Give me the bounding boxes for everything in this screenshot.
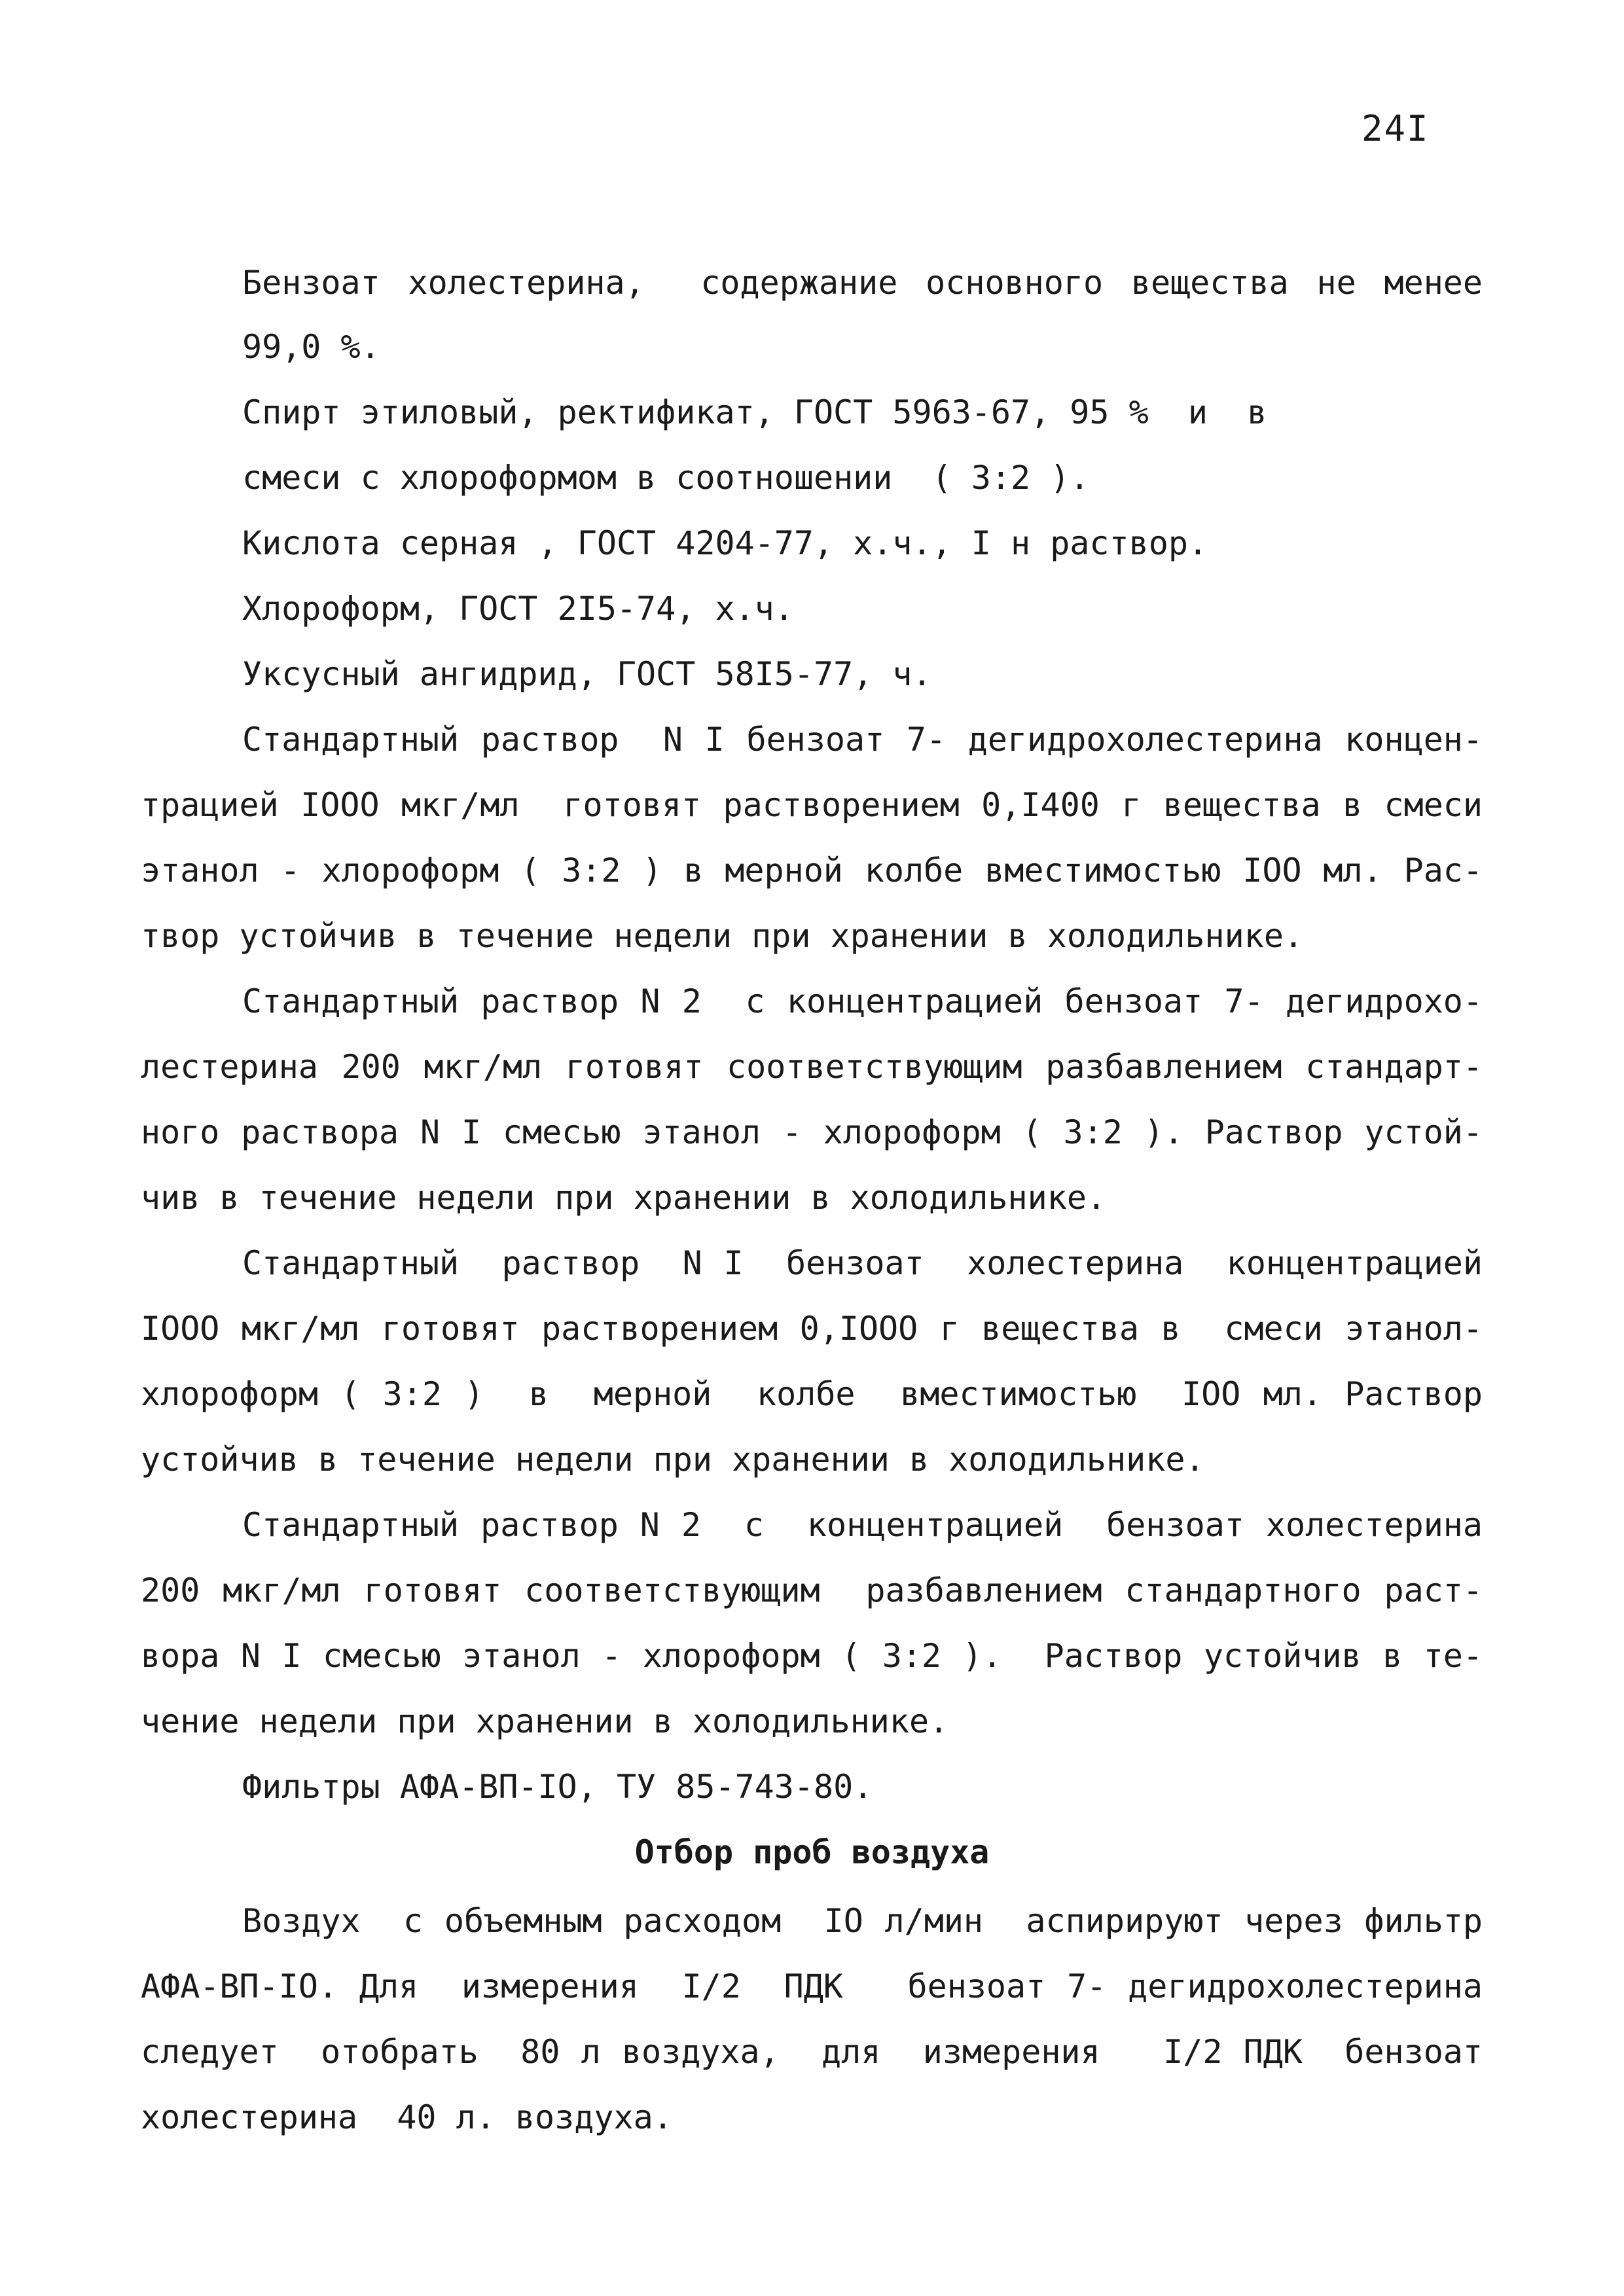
text-line: чение недели при хранении в холодильнике. [141,1702,949,1740]
text-line: Кислота серная , ГОСТ 4204-77, х.ч., I н раствор. [242,524,1208,562]
text-line: ного раствора N I смесью этанол - хлороформ ( 3:2 ). Раствор устой- [141,1113,1483,1151]
text-line: Стандартный раствор N 2 с концентрацией бензоат 7- дегидрохо- [242,982,1483,1020]
text-line: вора N I смесью этанол - хлороформ ( 3:2 ). Раствор устойчив в те- [141,1637,1483,1675]
text-line: устойчив в течение недели при хранении в холодильнике. [141,1441,1205,1479]
text-line: холестерина 40 л. воздуха. [141,2098,673,2136]
text-line: следует отобрать 80 л воздуха, для измерения I/2 ПДК бензоат [141,2033,1483,2071]
text-line: Стандартный раствор N I бензоат 7- дегидрохолестерина концен- [242,721,1483,759]
text-line: смеси с хлороформом в соотношении ( 3:2 ). [242,459,1090,497]
text-line: 99,0 %. [242,328,380,366]
text-line: этанол - хлороформ ( 3:2 ) в мерной колбе вместимостью IОО мл. Рас- [141,852,1483,889]
text-line: Стандартный раствор N 2 с концентрацией бензоат холестерина [242,1506,1483,1544]
text-line: трацией IООО мкг/мл готовят растворением 0,I400 г вещества в смеси [141,786,1483,824]
text-line: Бензоат холестерина, содержание основного вещества не менее [242,264,1483,302]
text-line: Стандартный раствор N I бензоат холестерина концентрацией [242,1244,1483,1282]
text-line: 200 мкг/мл готовят соответствующим разбавлением стандартного раст- [141,1571,1483,1609]
text-line: Хлороформ, ГОСТ 2I5-74, х.ч. [242,590,794,628]
text-line: твор устойчив в течение недели при хранении в холодильнике. [141,917,1304,955]
text-line: хлороформ ( 3:2 ) в мерной колбе вместимостью IОО мл. Раствор [141,1375,1483,1413]
text-line: Фильтры АФА-ВП-IО, ТУ 85-743-80. [242,1768,873,1806]
text-line: АФА-ВП-IО. Для измерения I/2 ПДК бензоат 7- дегидрохолестерина [141,1967,1483,2005]
text-line: IООО мкг/мл готовят растворением 0,IООО г вещества в смеси этанол- [141,1310,1483,1348]
page-number: 24I [1362,108,1430,149]
text-line: Воздух с объемным расходом IО л/мин аспирируют через фильтр [242,1902,1483,1940]
text-line: Спирт этиловый, ректификат, ГОСТ 5963-67, 95 % и в [242,393,1267,431]
text-line: Уксусный ангидрид, ГОСТ 58I5-77, ч. [242,655,932,693]
text-line: чив в течение недели при хранении в холодильнике. [141,1179,1107,1217]
text-line: лестерина 200 мкг/мл готовят соответствующим разбавлением стандарт- [141,1048,1483,1086]
section-heading: Отбор проб воздуха [634,1833,990,1871]
